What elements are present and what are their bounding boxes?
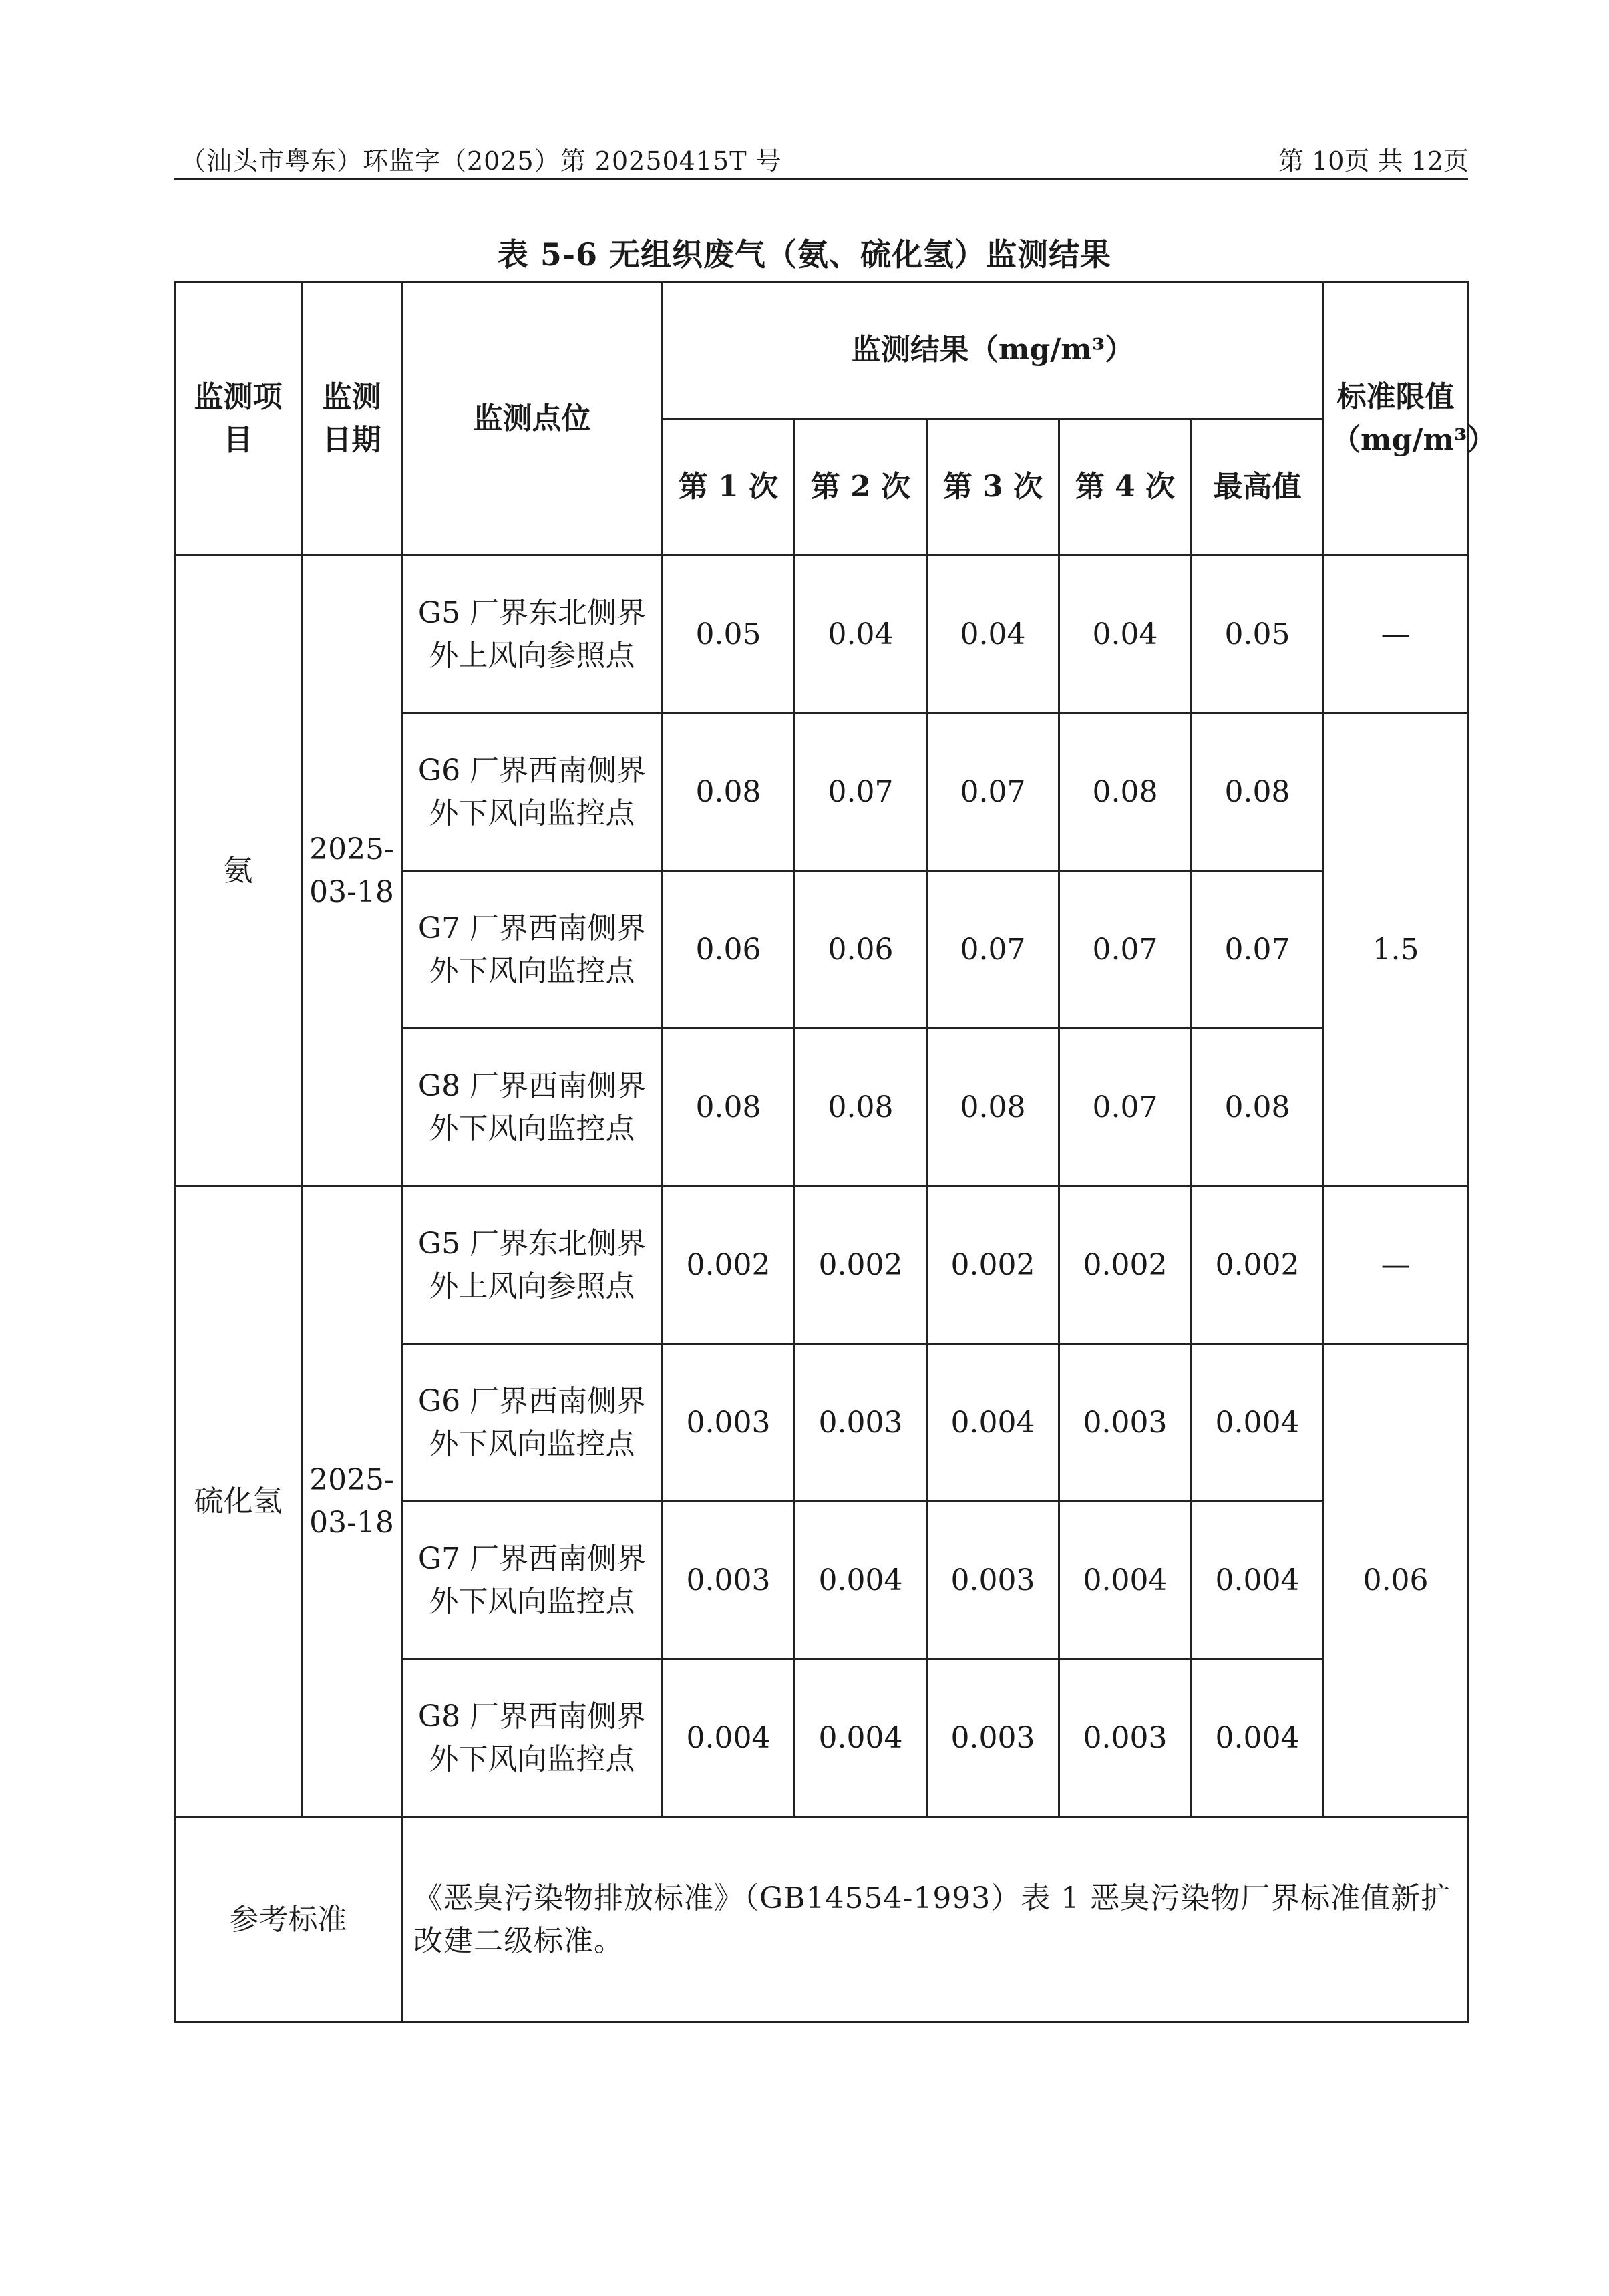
value-cell: 0.04 [927, 556, 1059, 713]
header-max: 最高值 [1192, 419, 1324, 556]
max-cell: 0.004 [1192, 1502, 1324, 1659]
limit-cell: 1.5 [1324, 713, 1468, 1186]
value-cell: 0.07 [927, 713, 1059, 871]
value-cell: 0.004 [663, 1659, 795, 1817]
max-cell: 0.08 [1192, 1029, 1324, 1186]
value-cell: 0.06 [663, 871, 795, 1029]
value-cell: 0.002 [663, 1186, 795, 1344]
value-cell: 0.08 [927, 1029, 1059, 1186]
max-cell: 0.07 [1192, 871, 1324, 1029]
document-number: （汕头市粤东）环监字（2025）第 20250415T 号 [180, 146, 782, 176]
max-cell: 0.002 [1192, 1186, 1324, 1344]
point-cell: G7 厂界西南侧界外下风向监控点 [402, 1502, 663, 1659]
reference-text: 《恶臭污染物排放标准》（GB14554-1993）表 1 恶臭污染物厂界标准值新扩改建二级标准。 [402, 1817, 1468, 2023]
header-limit: 标准限值（mg/m³） [1324, 282, 1468, 556]
table-row [175, 556, 1468, 713]
value-cell: 0.04 [795, 556, 927, 713]
point-cell: G5 厂界东北侧界外上风向参照点 [402, 556, 663, 713]
header-run-4: 第 4 次 [1059, 419, 1192, 556]
value-cell: 0.07 [927, 871, 1059, 1029]
limit-cell: 0.06 [1324, 1344, 1468, 1817]
header-run-2: 第 2 次 [795, 419, 927, 556]
point-cell: G5 厂界东北侧界外上风向参照点 [402, 1186, 663, 1344]
header-date: 监测日期 [302, 282, 402, 556]
limit-cell: — [1324, 1186, 1468, 1344]
max-cell: 0.08 [1192, 713, 1324, 871]
point-cell: G6 厂界西南侧界外下风向监控点 [402, 713, 663, 871]
monitoring-results-table [174, 281, 1497, 2023]
item-cell: 氨 [175, 556, 302, 1186]
max-cell: 0.05 [1192, 556, 1324, 713]
value-cell: 0.003 [663, 1344, 795, 1502]
point-cell: G8 厂界西南侧界外下风向监控点 [402, 1029, 663, 1186]
value-cell: 0.004 [1059, 1502, 1192, 1659]
value-cell: 0.07 [1059, 1029, 1192, 1186]
value-cell: 0.08 [1059, 713, 1192, 871]
value-cell: 0.08 [795, 1029, 927, 1186]
item-cell: 硫化氢 [175, 1186, 302, 1817]
limit-cell: — [1324, 556, 1468, 713]
value-cell: 0.003 [1059, 1344, 1192, 1502]
max-cell: 0.004 [1192, 1344, 1324, 1502]
table-title: 表 5-6 无组织废气（氨、硫化氢）监测结果 [497, 236, 1112, 273]
value-cell: 0.05 [663, 556, 795, 713]
value-cell: 0.004 [795, 1659, 927, 1817]
value-cell: 0.004 [795, 1502, 927, 1659]
value-cell: 0.04 [1059, 556, 1192, 713]
value-cell: 0.07 [795, 713, 927, 871]
value-cell: 0.003 [927, 1659, 1059, 1817]
header-run-1: 第 1 次 [663, 419, 795, 556]
date-cell: 2025-03-18 [302, 556, 402, 1186]
value-cell: 0.003 [1059, 1659, 1192, 1817]
point-cell: G7 厂界西南侧界外下风向监控点 [402, 871, 663, 1029]
header-point: 监测点位 [402, 282, 663, 556]
reference-label: 参考标准 [175, 1817, 402, 2023]
header-divider [174, 178, 1468, 180]
value-cell: 0.003 [927, 1502, 1059, 1659]
value-cell: 0.07 [1059, 871, 1192, 1029]
table-row [175, 1186, 1468, 1344]
header-item: 监测项目 [175, 282, 302, 556]
header-results: 监测结果（mg/m³） [663, 282, 1324, 419]
header-run-3: 第 3 次 [927, 419, 1059, 556]
value-cell: 0.003 [795, 1344, 927, 1502]
value-cell: 0.002 [795, 1186, 927, 1344]
value-cell: 0.06 [795, 871, 927, 1029]
point-cell: G8 厂界西南侧界外下风向监控点 [402, 1659, 663, 1817]
value-cell: 0.003 [663, 1502, 795, 1659]
value-cell: 0.08 [663, 1029, 795, 1186]
point-cell: G6 厂界西南侧界外下风向监控点 [402, 1344, 663, 1502]
value-cell: 0.08 [663, 713, 795, 871]
date-cell: 2025-03-18 [302, 1186, 402, 1817]
max-cell: 0.004 [1192, 1659, 1324, 1817]
page-info: 第 10页 共 12页 [1278, 146, 1469, 176]
value-cell: 0.004 [927, 1344, 1059, 1502]
value-cell: 0.002 [927, 1186, 1059, 1344]
value-cell: 0.002 [1059, 1186, 1192, 1344]
